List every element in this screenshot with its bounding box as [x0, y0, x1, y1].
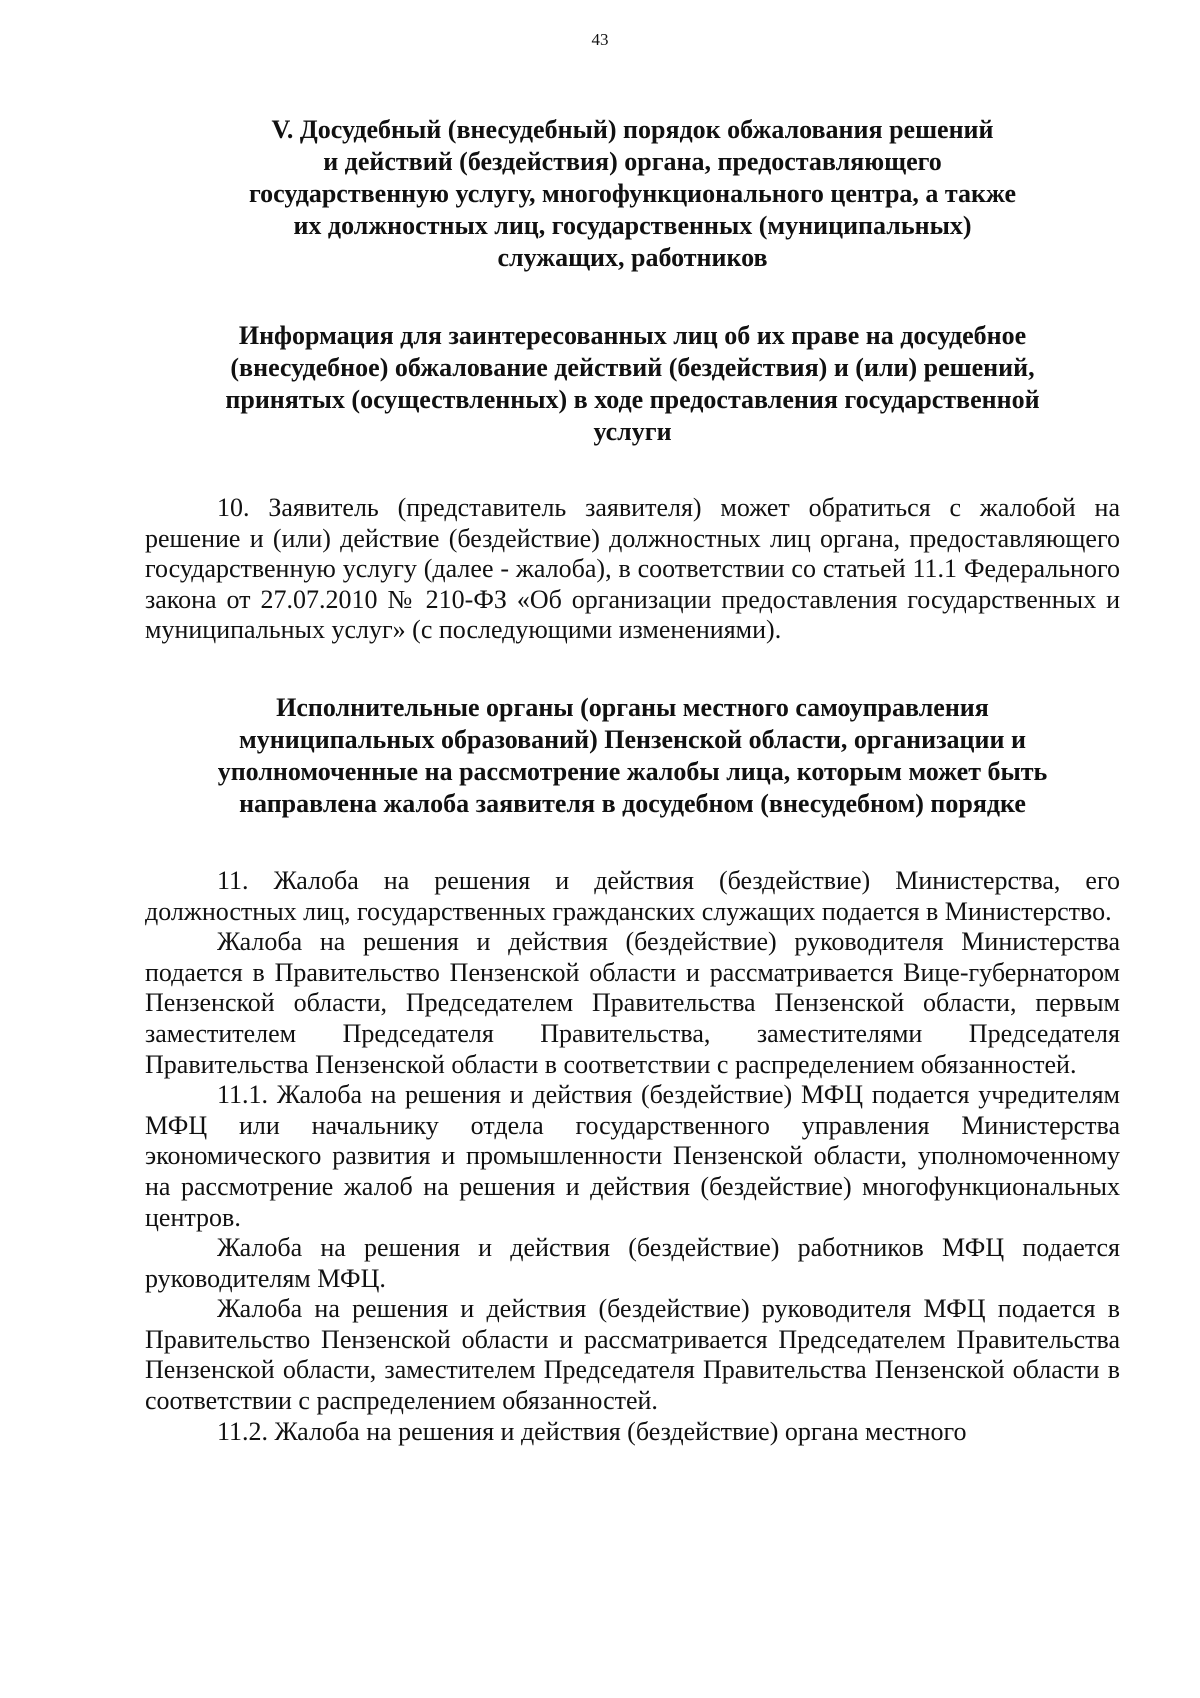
paragraph-11-block	[145, 866, 1120, 1447]
section-heading	[145, 114, 1120, 274]
paragraph-11: 11. Жалоба на решения и действия (бездействие) Министерства, его должностных лиц, государственных гражданских служащих подается в Министерство.	[145, 865, 1120, 926]
document-body	[145, 114, 1120, 1447]
authorities-subheading-line: направлена жалоба заявителя в досудебном (внесудебном) порядке	[239, 788, 1026, 818]
section-heading-line: государственную услугу, многофункционального центра, а также	[248, 179, 1017, 208]
authorities-subheading-line: уполномоченные на рассмотрение жалобы лица, которым может быть	[217, 756, 1048, 786]
page-number: 43	[591, 30, 609, 49]
authorities-subheading	[145, 692, 1120, 820]
paragraph-11-1-mfc-staff: Жалоба на решения и действия (бездействие) работников МФЦ подается руководителям МФЦ.	[145, 1233, 1120, 1293]
section-heading-line: служащих, работников	[497, 243, 768, 272]
paragraph-10: 10. Заявитель (представитель заявителя) может обратиться с жалобой на решение и (или) действие (бездействие) должностных лиц органа, предоставляющего государственную услугу (далее - жалоба), в соответствии со статьей 11.1 Федерального закона от 27.07.2010 № 210-ФЗ «Об организации предоставления государственных и муниципальных услуг» (с последующими изменениями).	[145, 493, 1120, 645]
authorities-subheading-line: Исполнительные органы (органы местного самоуправления	[276, 692, 989, 722]
info-subheading-line: услуги	[593, 417, 672, 446]
paragraph-11-1: 11.1. Жалоба на решения и действия (бездействие) МФЦ подается учредителям МФЦ или начальнику отдела государственного управления Министерства экономического развития и промышленности Пензенской области, уполномоченному на рассмотрение жалоб на решения и действия (бездействие) многофункциональных центров.	[145, 1080, 1120, 1232]
info-subheading	[145, 320, 1120, 448]
paragraph-11-ministry-head: Жалоба на решения и действия (бездействие) руководителя Министерства подается в Правительство Пензенской области и рассматривается Вице-губернатором Пензенской области, Председателем Правительства Пензенской области, первым заместителем Председателя Правительства, заместителями Председателя Правительства Пензенской области в соответствии с распределением обязанностей.	[145, 927, 1120, 1079]
section-heading-line: их должностных лиц, государственных (муниципальных)	[293, 211, 972, 240]
authorities-subheading-line: муниципальных образований) Пензенской области, организации и	[239, 724, 1026, 754]
section-heading-line: и действий (бездействия) органа, предоставляющего	[323, 147, 942, 176]
info-subheading-line: (внесудебное) обжалование действий (бездействия) и (или) решений,	[230, 353, 1035, 382]
paragraph-11-1-mfc-head: Жалоба на решения и действия (бездействие) руководителя МФЦ подается в Правительство Пензенской области и рассматривается Председателем Правительства Пензенской области, заместителем Председателя Правительства Пензенской области в соответствии с распределением обязанностей.	[145, 1294, 1120, 1416]
paragraph-10-block	[145, 493, 1120, 646]
info-subheading-line: принятых (осуществленных) в ходе предоставления государственной	[225, 385, 1040, 414]
info-subheading-line: Информация для заинтересованных лиц об их праве на досудебное	[238, 321, 1027, 350]
section-heading-line: V. Досудебный (внесудебный) порядок обжалования решений	[271, 115, 994, 144]
paragraph-11-2: 11.2. Жалоба на решения и действия (бездействие) органа местного	[217, 1416, 967, 1446]
